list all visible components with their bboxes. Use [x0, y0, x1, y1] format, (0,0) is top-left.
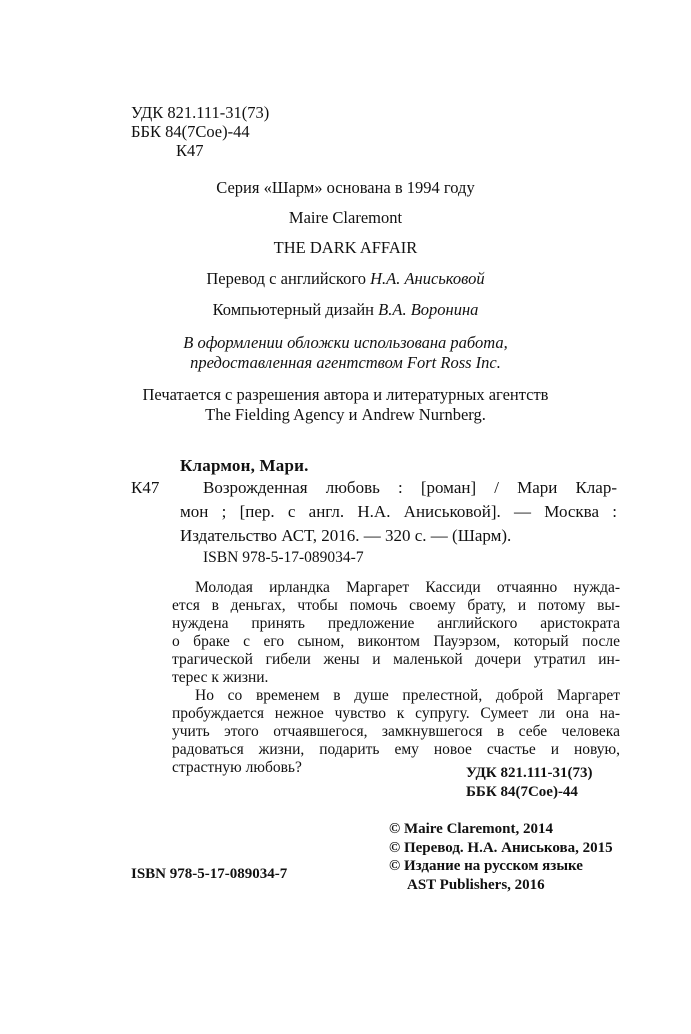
annotation-line: Но со временем в душе прелестной, доброй Маргарет [195, 687, 620, 704]
original-title: THE DARK AFFAIR [273, 238, 418, 257]
design-credit [0, 300, 691, 320]
translation-credit [0, 269, 691, 289]
isbn-bottom: ISBN 978-5-17-089034-7 [131, 866, 288, 882]
catalog-line: Издательство АСТ, 2016. — 320 с. — (Шарм). [180, 526, 512, 545]
annotation-line: ется в деньгах, чтобы помочь своему брату, и потому вы- [172, 597, 620, 614]
udk-code: УДК 821.111-31(73) [131, 103, 270, 122]
copyright-edition: © Издание на русском языке [389, 858, 583, 874]
footer-bbk: ББК 84(7Сое)-44 [466, 784, 578, 800]
header-classification-codes [131, 103, 269, 160]
bbk-code: ББК 84(7Сое)-44 [131, 122, 250, 141]
annotation-line: пробуждается нежное чувство к супругу. Сумеет ли она на- [172, 705, 620, 722]
annotation-line: радоваться жизни, подарить ему новое счастье и новую, [172, 741, 620, 758]
design-prefix: Компьютерный дизайн [212, 300, 379, 319]
copyright-block [389, 820, 613, 894]
permission-line-2: The Fielding Agency и Andrew Nurnberg. [205, 405, 486, 424]
footer-udk: УДК 821.111-31(73) [466, 765, 593, 781]
cover-credit-line-1: В оформлении обложки использована работа, [183, 333, 508, 352]
cover-credit-line-2: предоставленная агентством Fort Ross Inc. [190, 353, 501, 372]
author-mark: К47 [176, 141, 204, 160]
annotation-line: трагической гибели жены и маленькой дочери утратил ин- [172, 651, 620, 668]
annotation-line: о браке с его сыном, виконтом Пауэрзом, который после [172, 633, 620, 650]
catalog-author: Клармон, Мари. [180, 456, 309, 475]
annotation-line: Молодая ирландка Маргарет Кассиди отчаянно нужда- [195, 579, 620, 596]
catalog-code: К47 [131, 478, 160, 497]
footer-classification-codes [466, 764, 593, 802]
designer-name: В.А. Воронина [378, 300, 479, 319]
translation-prefix: Перевод с английского [206, 269, 371, 288]
translator-name: Н.А. Аниськовой [370, 269, 485, 288]
catalog-description [180, 476, 617, 548]
original-author: Maire Claremont [288, 208, 403, 227]
catalog-isbn: ISBN 978-5-17-089034-7 [203, 549, 364, 566]
catalog-line: мон ; [пер. с англ. Н.А. Аниськовой]. — Москва : [180, 502, 617, 521]
catalog-line: Возрожденная любовь : [роман] / Мари Клар- [203, 478, 617, 497]
annotation-line: нуждена принять предложение английского аристократа [172, 615, 620, 632]
series-line: Серия «Шарм» основана в 1994 году [216, 178, 475, 197]
copyright-translation: © Перевод. Н.А. Аниськова, 2015 [389, 839, 613, 856]
copyright-publisher: AST Publishers, 2016 [407, 876, 545, 893]
permission-line-1: Печатается с разрешения автора и литературных агентств [142, 385, 549, 404]
annotation-line: страстную любовь? [172, 759, 302, 776]
annotation-line: учить этого отчаявшегося, замкнувшегося в себе человека [172, 723, 620, 740]
copyright-original: © Maire Claremont, 2014 [389, 821, 553, 837]
annotation-line: терес к жизни. [172, 669, 269, 686]
annotation [172, 579, 620, 777]
